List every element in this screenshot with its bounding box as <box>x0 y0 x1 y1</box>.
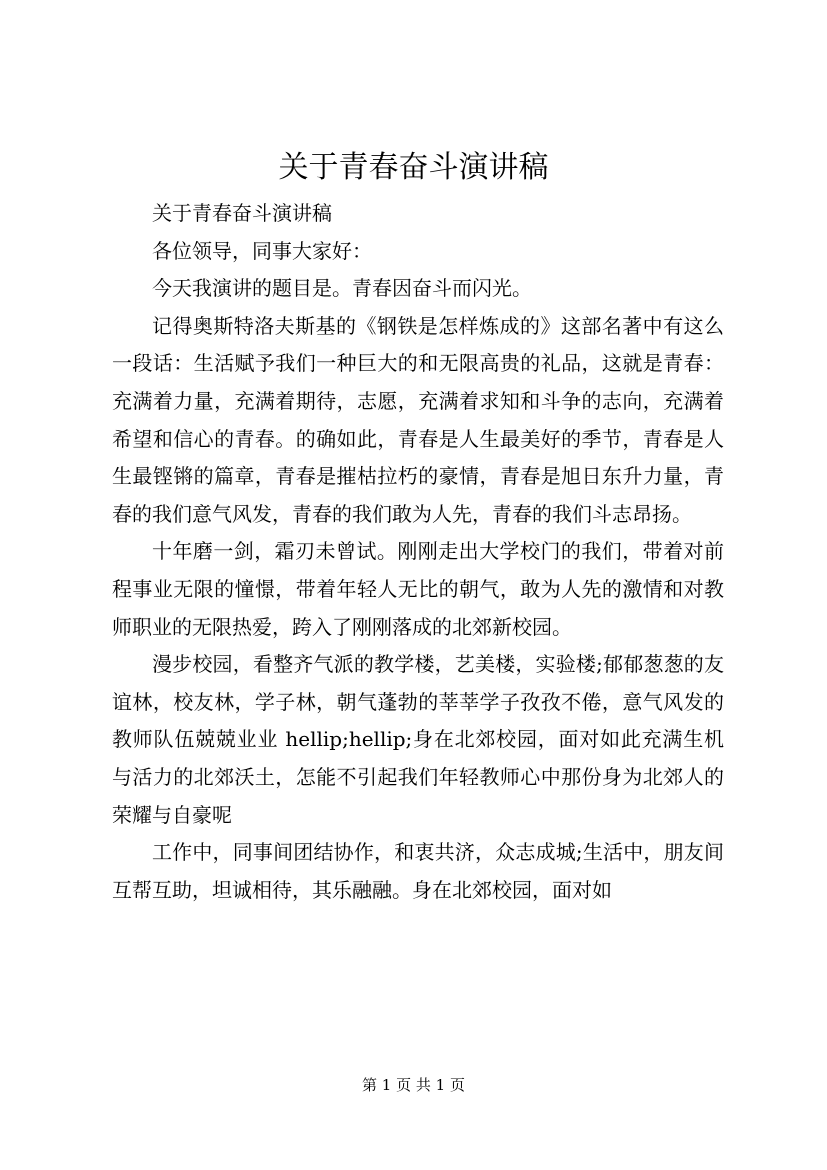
paragraph: 各位领导，同事大家好： <box>152 238 372 263</box>
document-title: 关于青春奋斗演讲稿 <box>278 150 549 185</box>
paragraph: 今天我演讲的题目是。青春因奋斗而闪光。 <box>152 276 532 301</box>
paragraph: 漫步校园，看整齐气派的教学楼，艺美楼，实验楼;郁郁葱葱的友谊林，校友林，学子林，朝气蓬勃的莘莘学子孜孜不倦，意气风发的教师队伍兢兢业业 hellip;hellip;身在北郊校园，面对如此充满生机与活力的北郊沃土，怎能不引起我们年轻教师心中那份身为北郊人的荣耀与自豪呢 <box>112 652 724 827</box>
document-body <box>112 195 724 909</box>
paragraph: 关于青春奋斗演讲稿 <box>152 201 332 225</box>
page-footer: 第 1 页 共 1 页 <box>362 1076 465 1094</box>
paragraph: 工作中，同事间团结协作，和衷共济，众志成城;生活中，朋友间互帮互助，坦诚相待，其乐融融。身在北郊校园，面对如 <box>112 840 724 902</box>
paragraph: 十年磨一剑，霜刃未曾试。刚刚走出大学校门的我们，带着对前程事业无限的憧憬，带着年轻人无比的朝气，敢为人先的激情和对教师职业的无限热爱，跨入了刚刚落成的北郊新校园。 <box>112 539 724 639</box>
paragraph: 记得奥斯特洛夫斯基的《钢铁是怎样炼成的》这部名著中有这么一段话：生活赋予我们一种巨大的和无限高贵的礼品，这就是青春：充满着力量，充满着期待，志愿，充满着求知和斗争的志向，充满着希望和信心的青春。的确如此，青春是人生最美好的季节，青春是人生最铿锵的篇章，青春是摧枯拉朽的豪情，青春是旭日东升力量，青春的我们意气风发，青春的我们敢为人先，青春的我们斗志昂扬。 <box>112 313 724 526</box>
